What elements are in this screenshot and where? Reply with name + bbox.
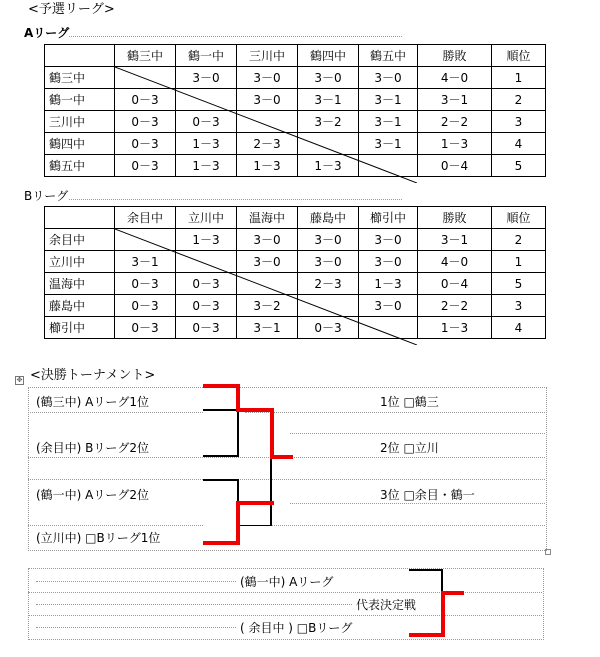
winner-line — [441, 591, 445, 637]
bracket-line — [441, 569, 443, 593]
header-cell: 櫛引中 — [359, 207, 418, 229]
header-cell: 藤島中 — [298, 207, 359, 229]
result-first: 1位 □鶴三 — [380, 395, 439, 409]
divider — [245, 412, 545, 413]
table-row — [45, 133, 546, 155]
record-cell: 3－1 — [418, 229, 492, 251]
score-cell — [115, 229, 176, 251]
league-a-title: Aリーグ — [24, 26, 70, 40]
header-cell — [45, 207, 115, 229]
score-cell: 1－3 — [176, 229, 237, 251]
dotted-leader — [36, 604, 352, 605]
score-cell: 3－0 — [237, 229, 298, 251]
league-a-title-line — [24, 22, 402, 40]
score-cell: 3－0 — [298, 229, 359, 251]
score-cell: 3－0 — [237, 67, 298, 89]
score-cell — [237, 111, 298, 133]
bracket-entry: (鶴一中) Aリーグ2位 — [36, 488, 150, 502]
page-title: <予選リーグ> — [28, 2, 115, 17]
header-cell: 鶴四中 — [298, 45, 359, 67]
score-cell: 3－2 — [237, 295, 298, 317]
score-cell — [115, 67, 176, 89]
playoff-result: 代表決定戦 — [356, 598, 417, 612]
rank-cell: 1 — [492, 67, 546, 89]
header-cell: 鶴一中 — [176, 45, 237, 67]
score-cell — [237, 273, 298, 295]
table-row — [45, 89, 546, 111]
score-cell: 0－3 — [176, 273, 237, 295]
playoff-entry: (鶴一中) Aリーグ — [240, 575, 334, 589]
header-cell: 勝敗 — [418, 45, 492, 67]
league-b-header-row — [45, 207, 546, 229]
score-cell: 2－3 — [298, 273, 359, 295]
rank-cell: 4 — [492, 133, 546, 155]
header-cell: 勝敗 — [418, 207, 492, 229]
record-cell: 0－4 — [418, 155, 492, 177]
score-cell: 0－3 — [115, 295, 176, 317]
table-row — [45, 67, 546, 89]
record-cell: 4－0 — [418, 251, 492, 273]
team-name: 鶴四中 — [45, 133, 115, 155]
score-cell: 1－3 — [237, 155, 298, 177]
score-cell: 0－3 — [298, 317, 359, 339]
table-row — [45, 295, 546, 317]
team-name: 鶴五中 — [45, 155, 115, 177]
score-cell: 3－0 — [359, 67, 418, 89]
winner-line — [270, 455, 293, 459]
rank-cell: 4 — [492, 317, 546, 339]
team-name: 立川中 — [45, 251, 115, 273]
header-cell: 三川中 — [237, 45, 298, 67]
divider — [245, 525, 545, 526]
table-row — [45, 273, 546, 295]
league-b-title: Bリーグ — [24, 189, 69, 203]
score-cell: 3－1 — [298, 89, 359, 111]
table-move-handle-icon[interactable]: ✥ — [16, 376, 23, 384]
team-name: 鶴三中 — [45, 67, 115, 89]
result-second: 2位 □立川 — [380, 441, 439, 455]
rank-cell: 5 — [492, 273, 546, 295]
league-a-header-row — [45, 45, 546, 67]
team-name: 鶴一中 — [45, 89, 115, 111]
bracket-entry: (余目中) Bリーグ2位 — [36, 441, 150, 455]
score-cell: 3－0 — [237, 251, 298, 273]
winner-line — [270, 408, 274, 458]
bracket-line — [239, 525, 272, 526]
rank-cell: 2 — [492, 229, 546, 251]
team-name: 温海中 — [45, 273, 115, 295]
score-cell: 3－0 — [176, 67, 237, 89]
winner-line — [203, 541, 240, 545]
winner-line — [239, 501, 274, 505]
header-cell: 順位 — [492, 45, 546, 67]
score-cell: 3－0 — [359, 229, 418, 251]
record-cell: 1－3 — [418, 317, 492, 339]
score-cell: 1－3 — [359, 273, 418, 295]
record-cell: 2－2 — [418, 111, 492, 133]
score-cell: 3－2 — [298, 111, 359, 133]
score-cell: 3－0 — [359, 295, 418, 317]
winner-line — [236, 408, 273, 412]
record-cell: 4－0 — [418, 67, 492, 89]
divider — [290, 433, 545, 434]
bracket-line — [203, 409, 237, 411]
table-row — [45, 317, 546, 339]
league-b-table — [44, 206, 546, 339]
divider — [28, 592, 542, 593]
divider — [28, 525, 203, 526]
score-cell: 0－3 — [115, 155, 176, 177]
score-cell: 1－3 — [176, 133, 237, 155]
team-name: 藤島中 — [45, 295, 115, 317]
bracket-line — [409, 569, 442, 571]
bracket-line — [237, 409, 239, 456]
divider — [28, 479, 545, 480]
bracket-entry: (鶴三中) Aリーグ1位 — [36, 395, 150, 409]
bracket-line — [270, 457, 272, 525]
score-cell: 3－0 — [298, 67, 359, 89]
winner-line — [203, 384, 239, 388]
divider — [290, 503, 545, 504]
record-cell: 1－3 — [418, 133, 492, 155]
dotted-leader — [36, 627, 236, 628]
score-cell: 3－1 — [359, 89, 418, 111]
record-cell: 2－2 — [418, 295, 492, 317]
resize-handle-icon[interactable] — [545, 549, 551, 555]
score-cell: 3－1 — [237, 317, 298, 339]
league-b-title-line — [24, 185, 402, 203]
score-cell: 0－3 — [115, 317, 176, 339]
record-cell: 3－1 — [418, 89, 492, 111]
table-row — [45, 155, 546, 177]
score-cell: 2－3 — [237, 133, 298, 155]
header-cell: 余目中 — [115, 207, 176, 229]
score-cell: 1－3 — [176, 155, 237, 177]
score-cell — [298, 133, 359, 155]
score-cell: 0－3 — [115, 273, 176, 295]
score-cell — [298, 295, 359, 317]
bracket-line — [203, 479, 237, 481]
league-a-table — [44, 44, 546, 177]
header-cell: 鶴五中 — [359, 45, 418, 67]
score-cell: 0－3 — [176, 111, 237, 133]
header-cell: 鶴三中 — [115, 45, 176, 67]
score-cell: 3－0 — [237, 89, 298, 111]
score-cell: 3－0 — [359, 251, 418, 273]
rank-cell: 1 — [492, 251, 546, 273]
bracket-line — [203, 455, 239, 457]
header-cell: 温海中 — [237, 207, 298, 229]
winner-line — [409, 633, 445, 637]
score-cell: 3－0 — [298, 251, 359, 273]
rank-cell: 2 — [492, 89, 546, 111]
rank-cell: 5 — [492, 155, 546, 177]
result-third: 3位 □余目・鶴一 — [380, 488, 475, 502]
team-name: 余目中 — [45, 229, 115, 251]
score-cell: 1－3 — [298, 155, 359, 177]
score-cell: 3－1 — [359, 111, 418, 133]
dotted-leader — [36, 581, 236, 582]
team-name: 三川中 — [45, 111, 115, 133]
score-cell: 3－1 — [115, 251, 176, 273]
score-cell — [359, 155, 418, 177]
header-cell: 立川中 — [176, 207, 237, 229]
winner-line — [236, 501, 240, 545]
score-cell: 3－1 — [359, 133, 418, 155]
score-cell — [176, 251, 237, 273]
tournament-title: <決勝トーナメント> — [30, 368, 156, 383]
divider — [28, 615, 542, 616]
team-name: 櫛引中 — [45, 317, 115, 339]
table-row — [45, 229, 546, 251]
table-row — [45, 111, 546, 133]
score-cell: 0－3 — [176, 295, 237, 317]
table-row — [45, 251, 546, 273]
record-cell: 0－4 — [418, 273, 492, 295]
score-cell: 0－3 — [115, 133, 176, 155]
score-cell — [176, 89, 237, 111]
rank-cell: 3 — [492, 295, 546, 317]
score-cell: 0－3 — [176, 317, 237, 339]
header-cell — [45, 45, 115, 67]
score-cell: 0－3 — [115, 111, 176, 133]
divider — [28, 412, 203, 413]
header-cell: 順位 — [492, 207, 546, 229]
bracket-entry: (立川中) □Bリーグ1位 — [36, 531, 161, 545]
playoff-entry: ( 余目中 ) □Bリーグ — [240, 621, 353, 635]
score-cell: 0－3 — [115, 89, 176, 111]
score-cell — [359, 317, 418, 339]
rank-cell: 3 — [492, 111, 546, 133]
